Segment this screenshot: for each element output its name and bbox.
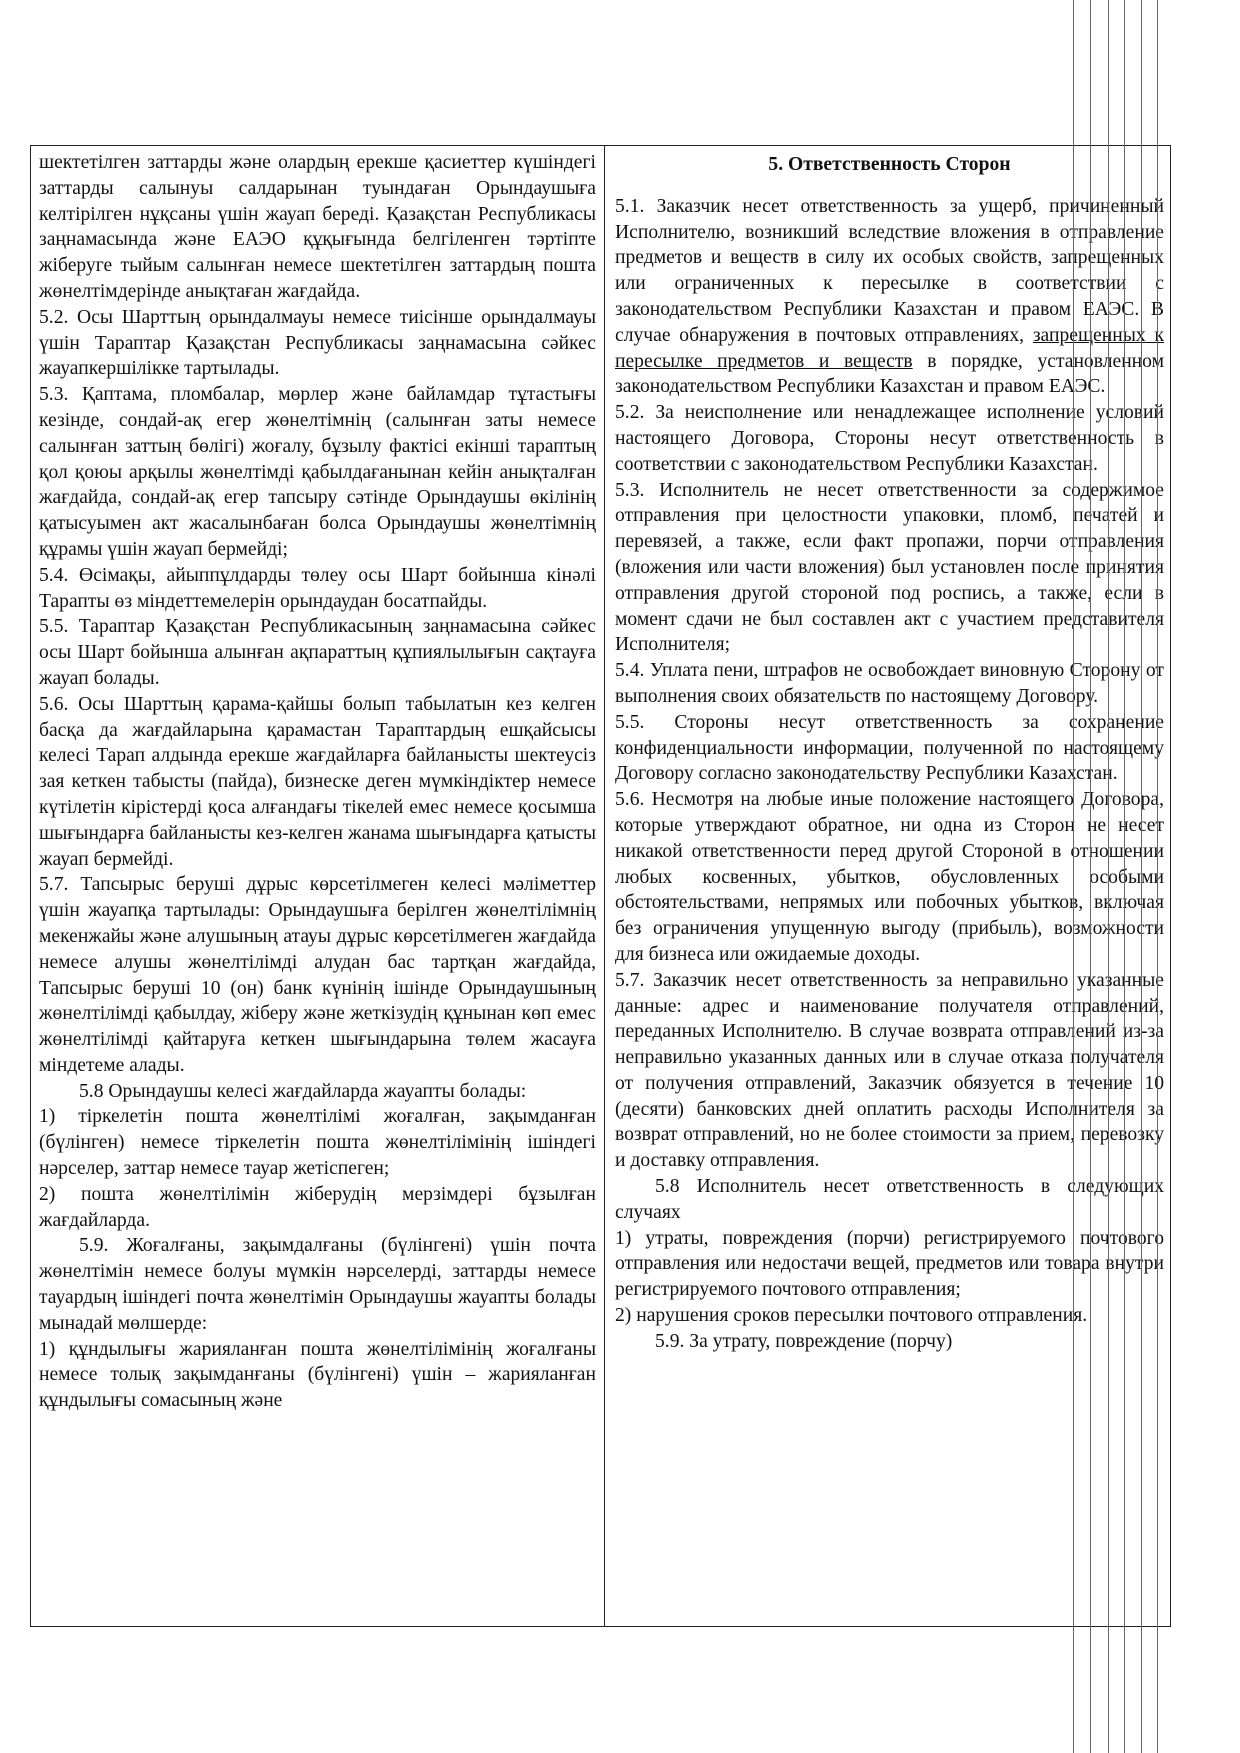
kz-paragraph-5-5: 5.5. Тараптар Қазақстан Республикасының заңнамасына сәйкес осы Шарт бойынша алынған ақпараттың құпиялылығын сақтауға жауап болады. xyxy=(39,616,596,689)
scan-artifact-line xyxy=(1157,0,1158,1753)
ru-paragraph-5-1-text: 5.1. Заказчик несет ответственность за ущерб, причиненный Исполнителю, возникший вследствие вложения в отправление предметов и веществ в силу их особых свойств, запрещенных или ограниченных к пересылке в соответствии с законодательством Республики Казахстан и правом ЕАЭС. В случае обнаружения в почтовых отправлениях, xyxy=(615,195,1164,346)
ru-paragraph-5-2: 5.2. За неисполнение или ненадлежащее исполнение условий настоящего Договора, Стороны несут ответственность в соответствии с законодательством Республики Казахстан. xyxy=(615,402,1164,475)
scan-artifact-line xyxy=(1108,0,1109,1753)
kz-list-item-1: 1) тіркелетін пошта жөнелтілімі жоғалған, зақымданған (бүлінген) немесе тіркелетін пошта жөнелтілімінің ішіндегі нәрселер, заттар немесе тауар жетіспеген; xyxy=(39,1106,596,1180)
kz-paragraph-5-3: 5.3. Қаптама, пломбалар, мөрлер және байламдар тұтастығы кезінде, сондай-ақ егер жөнелтімнің (салынған заты немесе салынған заттың бөлігі) жоғалу, бұзылу фактісі екінші тараптың қол қоюы арқылы жөнелтімді қабылдағанынан кейін анықталған жағдайда, сондай-ақ егер тапсыру сәтінде Орындаушы өкілінің қатысуымен акт жасалынбаған болса Орындаушы жөнелтімнің құрамы үшін жауап бермейді; xyxy=(39,384,596,560)
ru-paragraph-5-4: 5.4. Уплата пени, штрафов не освобождает виновную Сторону от выполнения своих обязательств по настоящему Договору. xyxy=(615,660,1164,707)
ru-paragraph-5-1-end: в порядке, установленном законодательством Республики Казахстан и правом ЕАЭС. xyxy=(615,350,1164,398)
ru-list-item-2: 2) нарушения сроков пересылки почтового отправления. xyxy=(615,1305,1088,1327)
ru-list-item-1: 1) утраты, повреждения (порчи) регистрируемого почтового отправления или недостачи вещей, предметов или товара внутри регистрируемого почтового отправления; xyxy=(615,1227,1164,1301)
kz-paragraph-5-2: 5.2. Осы Шарттың орындалмауы немесе тиісінше орындалмауы үшін Тараптар Қазақстан Республикасы заңнамасына сәйкес жауапкершілікке тартылады. xyxy=(39,306,596,380)
kz-list-item-5-9-1: 1) құндылығы жарияланған пошта жөнелтілімінің жоғалғаны немесе толық зақымданғаны (бүлінгені) үшін – жарияланған құндылығы сомасының және xyxy=(39,1338,596,1412)
kz-list-item-2: 2) пошта жөнелтілімін жіберудің мерзімдері бұзылған жағдайларда. xyxy=(39,1183,596,1231)
ru-paragraph-5-7: 5.7. Заказчик несет ответственность за неправильно указанные данные: адрес и наименование получателя отправлений, переданных Исполнителю. В случае возврата отправлений из-за неправильно указанных данных или в случае отказа получателя от получения отправлений, Заказчик обязуется в течение 10 (десяти) банковских дней оплатить расходы Исполнителя за возврат отправлений, но не более стоимости за прием, перевозку и доставку отправления. xyxy=(615,969,1164,1172)
document-table xyxy=(30,145,1171,1627)
scan-artifact-line xyxy=(1090,0,1091,1753)
kazakh-text-column xyxy=(31,146,605,1626)
ru-underlined-phrase: запрещенных к пересылке предметов и веществ xyxy=(615,324,1164,372)
kz-paragraph-5-6: 5.6. Осы Шарттың қарама-қайшы болып табылатын кез келген басқа да жағдайларына қарамастан Тараптардың ешқайсысы келесі Тарап алдында ерекше жағдайларға байланысты шектеусіз зая кеткен табысты (пайда), бизнеске деген мүмкіндіктер немесе күтілетін кірістерді қоса алғандағы тікелей емес немесе қосымша шығындарға байланысты кез-келген жанама шығындарға қатысты жауап бермейді. xyxy=(39,693,596,870)
ru-paragraph-5-9: 5.9. За утрату, повреждение (порчу) xyxy=(655,1330,953,1352)
scan-artifact-line xyxy=(1124,0,1125,1753)
ru-paragraph-5-5: 5.5. Стороны несут ответственность за сохранение конфиденциальности информации, полученной по настоящему Договору согласно законодательству Республики Казахстан. xyxy=(615,711,1164,785)
ru-paragraph-5-6: 5.6. Несмотря на любые иные положение настоящего Договора, которые утверждают обратное, ни одна из Сторон не несет никакой ответственности перед другой Стороной в отношении любых косвенных, убытков, обусловленных особыми обстоятельствами, непрямых или побочных убытков, включая без ограничения упущенную выгоду (прибыль), возможности для бизнеса или ожидаемые доходы. xyxy=(615,789,1164,965)
section-heading: 5. Ответственность Сторон xyxy=(768,154,1011,175)
kz-paragraph-intro: шектетілген заттарды және олардың ерекше қасиеттер күшіндегі заттарды салынуы салдарынан туындаған Орындаушыға келтірілген нұқсаны үшін жауап береді. Қазақстан Республикасы заңнамасында және ЕАЭО құқығында белгіленген тәртіпте жіберуге тыйым салынған немесе шектетілген заттардың пошта жөнелтімдерінде анықтаған жағдайда. xyxy=(39,152,596,302)
kz-paragraph-5-9: 5.9. Жоғалғаны, зақымдалғаны (бүлінгені) үшін почта жөнелтімін немесе болуы мүмкін нәрселерді, заттарды немесе тауардың ішіндегі почта жөнелтімін Орындаушы жауапты болады мынадай мөлшерде: xyxy=(39,1235,596,1334)
kz-paragraph-5-4: 5.4. Өсімақы, айыппұлдарды төлеу осы Шарт бойынша кінәлі Тарапты өз міндеттемелерін орындаудан босатпайды. xyxy=(39,564,596,612)
scan-artifact-line xyxy=(1141,0,1142,1753)
russian-text-column xyxy=(605,146,1172,1626)
ru-paragraph-5-3: 5.3. Исполнитель не несет ответственности за содержимое отправления при целостности упаковки, пломб, печатей и перевязей, а также, если факт пропажи, порчи отправления (вложения или части вложения) был установлен после принятия отправления другой стороной под роспись, а также, если в момент сдачи не был составлен акт с участием представителя Исполнителя; xyxy=(615,479,1164,656)
kz-paragraph-5-8: 5.8 Орындаушы келесі жағдайларда жауапты болады: xyxy=(79,1080,527,1102)
ru-paragraph-5-1 xyxy=(615,194,1164,400)
ru-paragraph-5-8: 5.8 Исполнитель несет ответственность в следующих случаях xyxy=(615,1176,1164,1223)
scan-artifact-line xyxy=(1073,0,1074,1753)
kz-paragraph-5-7: 5.7. Тапсырыс беруші дұрыс көрсетілмеген келесі мәліметтер үшін жауапқа тартылады: Орындаушыға берілген жөнелтілімнің мекенжайы және алушының атауы дұрыс көрсетілмеген жағдайда немесе алушы жөнелтілімді алудан бас тартқан жағдайда, Тапсырыс беруші 10 (он) банк күнінің ішінде Орындаушының жөнелтілімді қабылдау, жіберу және жеткізудің құнынан көп емес жөнелтілімді қайтаруға кеткен шығындарына төлем жасауға міндетеме алады. xyxy=(39,874,596,1076)
